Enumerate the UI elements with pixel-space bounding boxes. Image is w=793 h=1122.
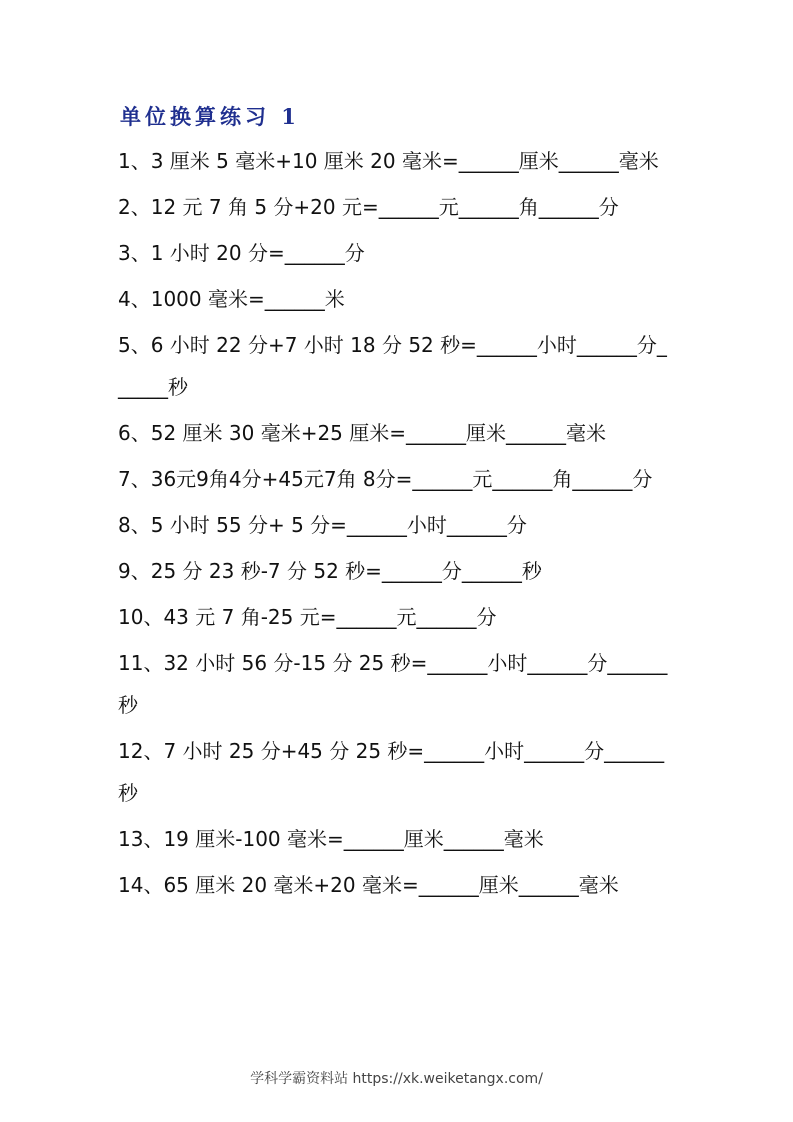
problem-5: 5、6 小时 22 分+7 小时 18 分 52 秒=______小时______分______秒: [118, 333, 667, 399]
problem-2: 2、12 元 7 角 5 分+20 元=______元______角______分: [118, 195, 619, 219]
footer-source: 学科学霸资料站 https://xk.weiketangx.com/: [250, 1071, 543, 1087]
problem-13: 13、19 厘米-100 毫米=______厘米______毫米: [118, 827, 544, 851]
problem-1: 1、3 厘米 5 毫米+10 厘米 20 毫米=______厘米______毫米: [118, 149, 659, 173]
problem-6: 6、52 厘米 30 毫米+25 厘米=______厘米______毫米: [118, 421, 607, 445]
worksheet-title: 单位换算练习 1: [120, 104, 300, 129]
problem-9: 9、25 分 23 秒-7 分 52 秒=______分______秒: [118, 559, 542, 583]
problem-7: 7、36元9角4分+45元7角 8分=______元______角______分: [118, 467, 653, 491]
problem-3: 3、1 小时 20 分=______分: [118, 241, 365, 265]
problem-14: 14、65 厘米 20 毫米+20 毫米=______厘米______毫米: [118, 873, 619, 897]
problem-10: 10、43 元 7 角-25 元=______元______分: [118, 605, 497, 629]
problem-list: [118, 140, 676, 910]
problem-4: 4、1000 毫米=______米: [118, 287, 345, 311]
problem-12: 12、7 小时 25 分+45 分 25 秒=______小时______分______秒: [118, 739, 665, 805]
problem-11: 11、32 小时 56 分-15 分 25 秒=______小时______分______秒: [118, 651, 668, 717]
problem-8: 8、5 小时 55 分+ 5 分=______小时______分: [118, 513, 527, 537]
